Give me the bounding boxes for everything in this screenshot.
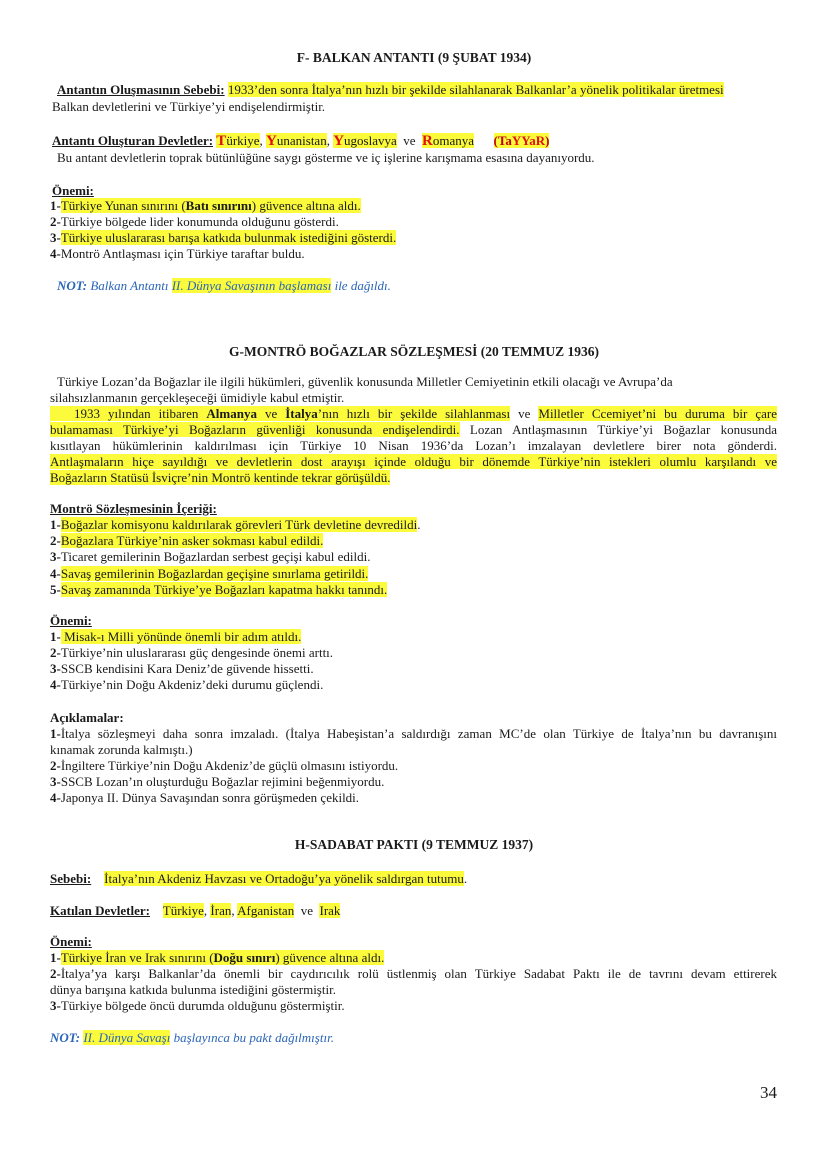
section-f-importance-1: 1-Türkiye Yunan sınırını (Batı sınırını) güvence altına aldı.: [50, 198, 361, 213]
section-g-content-4: 4-Savaş gemilerinin Boğazlardan geçişine sınırlama getirildi.: [50, 566, 369, 581]
section-g-content-2: 2-Boğazlara Türkiye’nin asker sokması kabul edildi.: [50, 533, 324, 548]
member-yugoslavya: Yugoslavya: [333, 133, 397, 149]
section-f-members-line: Antantı Oluşturan Devletler: Türkiye, Yunanistan, Yugoslavya ve Romanya (TaYYaR): [52, 133, 550, 149]
section-f-cause-text-2: Balkan devletlerini ve Türkiye’yi endişelendirmiştir.: [52, 99, 326, 114]
section-g-explanation-2: 2-İngiltere Türkiye’nin Doğu Akdeniz’de güçlü olmasını istiyordu.: [50, 758, 399, 773]
section-f-note: NOT: Balkan Antantı II. Dünya Savaşının başlaması ile dağıldı.: [57, 278, 391, 293]
section-h-importance-label: Önemi:: [50, 934, 92, 949]
section-g-importance-4: 4-Türkiye’nin Doğu Akdeniz’deki durumu güçlendi.: [50, 677, 324, 692]
section-f-importance-3: 3-Türkiye uluslararası barışa katkıda bulunmak istediğini gösterdi.: [50, 230, 397, 245]
member-turkiye: Türkiye: [216, 133, 260, 149]
section-f-importance-label: Önemi:: [52, 183, 94, 198]
mnemonic-tayyar: (TaYYaR): [493, 133, 550, 148]
section-g-para1-line2: silahsızlanmanın gerçekleşeceği ümidiyle kabul etmiştir.: [50, 390, 345, 405]
section-g-explanation-3: 3-SSCB Lozan’ın oluşturduğu Boğazlar rejimini beğenmiyordu.: [50, 774, 385, 789]
section-h-importance-2: 2-İtalya’ya karşı Balkanlar’da önemli bir caydırıcılık rolü üstlenmiş olan Türkiye Sadabat Paktı ile de tavrını devam ettirerek: [50, 966, 777, 981]
section-g-explanations-label: Açıklamalar:: [50, 710, 124, 725]
section-f-members-label: Antantı Oluşturan Devletler:: [52, 133, 214, 148]
section-g-title: G-MONTRÖ BOĞAZLAR SÖZLEŞMESİ (20 TEMMUZ 1936): [229, 344, 599, 359]
section-f-importance-4: 4-Montrö Antlaşması için Türkiye taraftar buldu.: [50, 246, 305, 261]
section-g-explanation-4: 4-Japonya II. Dünya Savaşından sonra görüşmeden çekildi.: [50, 790, 360, 805]
section-g-content-1: 1-Boğazlar komisyonu kaldırılarak görevleri Türk devletine devredildi.: [50, 517, 421, 532]
member-afganistan: Afganistan: [237, 903, 295, 918]
section-g-importance-2: 2-Türkiye’nin uluslararası güç dengesinde önemi arttı.: [50, 645, 334, 660]
section-h-importance-2-cont: dünya barışına katkıda bulunma istediğini göstermiştir.: [50, 982, 336, 997]
section-g-content-label: Montrö Sözleşmesinin İçeriği:: [50, 501, 217, 516]
section-g-content-3: 3-Ticaret gemilerinin Boğazlardan serbest geçişi kabul edildi.: [50, 549, 371, 564]
section-h-title: H-SADABAT PAKTI (9 TEMMUZ 1937): [294, 837, 534, 852]
section-g-importance-3: 3-SSCB kendisini Kara Deniz’de güvende hissetti.: [50, 661, 314, 676]
section-f-members-note: Bu antant devletlerin toprak bütünlüğüne saygı gösterme ve iç işlerine karışmama esasına dayanıyordu.: [57, 150, 595, 165]
member-romanya: Romanya: [422, 133, 475, 149]
section-f-cause-line: [57, 82, 724, 98]
section-g-para2-line1: 1933 yılından itibaren Almanya ve İtalya’nın hızlı bir şekilde silahlanması ve Milletler Ccemiyet’ni bu duruma bir çare: [50, 406, 777, 422]
section-g-content-5: 5-Savaş zamanında Türkiye’ye Boğazları kapatma hakkı tanındı.: [50, 582, 388, 597]
section-g-importance-label: Önemi:: [50, 613, 92, 628]
section-h-importance-3: 3-Türkiye bölgede öncü durumda olduğunu göstermiştir.: [50, 998, 345, 1013]
section-g-para2-line3: kısıtlayan hükümlerinin kaldırılması için Türkiye 10 Nisan 1936’da Lozan’ı imzalayan devletlere birer nota gönderdi.: [50, 438, 777, 453]
section-h-cause-line: Sebebi: İtalya’nın Akdeniz Havzası ve Ortadoğu’ya yönelik saldırgan tutumu.: [50, 871, 468, 886]
section-g-para1-line1: Türkiye Lozan’da Boğazlar ile ilgili hükümleri, güvenlik konusunda Milletler Cemiyetinin etkili olacağı ve Avrupa’da: [57, 374, 673, 389]
page-number: 34: [760, 1083, 777, 1102]
section-g-explanation-1: 1-İtalya sözleşmeyi daha sonra imzaladı. (İtalya Habeşistan’a saldırdığı zaman MC’de olan Türkiye de İtalya’nın bu davranışını: [50, 726, 777, 741]
section-g-para2-line5: Boğazların Statüsü İsviçre’nin Montrö kentinde tekrar görüşüldü.: [50, 470, 391, 485]
member-turkiye: Türkiye: [162, 903, 204, 918]
section-f-importance-2: 2-Türkiye bölgede lider konumunda olduğunu gösterdi.: [50, 214, 339, 229]
section-f-title: F- BALKAN ANTANTI (9 ŞUBAT 1934): [296, 50, 532, 65]
member-iran: İran: [210, 903, 232, 918]
section-f-cause-text: 1933’den sonra İtalya’nın hızlı bir şekilde silahlanarak Balkanlar’a yönelik politikalar üretmesi: [227, 82, 724, 97]
section-g-para2-line4: Antlaşmaların hiçe sayıldığı ve devletlerin dost arayışı içinde olduğu bir dönemde Türkiye’nin istekleri olumlu karşılandı ve: [50, 454, 777, 469]
member-irak: Irak: [319, 903, 341, 918]
member-yunanistan: Yunanistan: [266, 133, 327, 149]
section-g-para2-line2: bulamaması Türkiye’yi Boğazların güvenliği konusunda endişelendirdi. Lozan Antlaşmasının Türkiye’yi Boğazlar konusunda: [50, 422, 777, 437]
section-h-importance-1: 1-Türkiye İran ve Irak sınırını (Doğu sınırı) güvence altına aldı.: [50, 950, 385, 965]
section-h-note: NOT: II. Dünya Savaşı başlayınca bu pakt dağılmıştır.: [50, 1030, 334, 1045]
section-g-explanation-1-cont: kınamak zorunda kalmıştı.): [50, 742, 193, 757]
section-g-importance-1: 1- Misak-ı Milli yönünde önemli bir adım atıldı.: [50, 629, 302, 644]
section-f-cause-label: Antantın Oluşmasının Sebebi:: [57, 82, 225, 97]
section-h-members-line: Katılan Devletler: Türkiye, İran, Afganistan ve Irak: [50, 903, 341, 918]
